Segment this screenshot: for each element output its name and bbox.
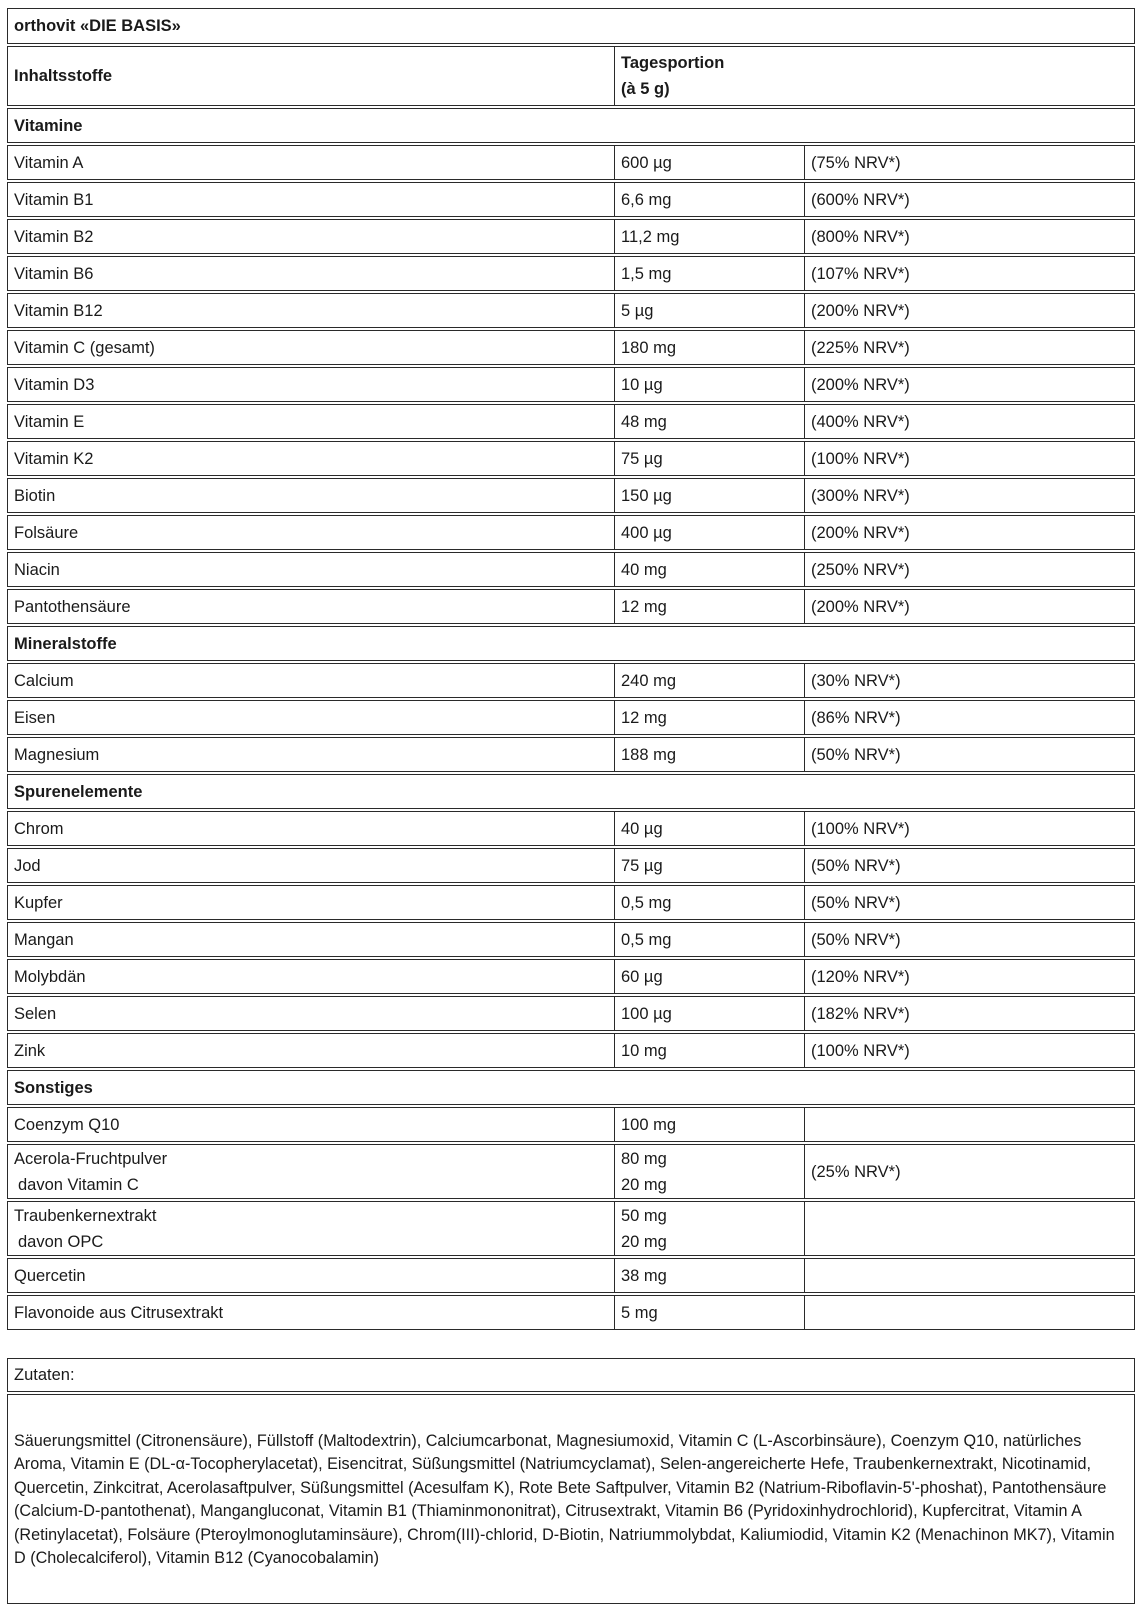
- table-row: [7, 663, 1135, 698]
- ingredient-name: Mangan: [14, 930, 74, 949]
- ingredient-amount: 40 mg: [621, 560, 667, 579]
- table-row: [7, 478, 1135, 513]
- zutaten-text-row: [7, 1394, 1135, 1604]
- ingredient-name: Vitamin B12: [14, 301, 103, 320]
- ingredient-name: Coenzym Q10: [14, 1115, 120, 1134]
- ingredient-amount: 12 mg: [621, 708, 667, 727]
- amount-cell: [614, 1201, 804, 1256]
- ingredient-name-cell: [7, 737, 614, 772]
- ingredient-name: Jod: [14, 856, 41, 875]
- amount-cell: [614, 552, 804, 587]
- ingredient-name: Calcium: [14, 671, 74, 690]
- nrv-cell: (182% NRV*): [804, 996, 1135, 1031]
- ingredient-name: Vitamin B1: [14, 190, 94, 209]
- ingredient-subname: davon Vitamin C: [18, 1175, 139, 1194]
- ingredient-name: Molybdän: [14, 967, 86, 986]
- ingredient-name-cell: [7, 1201, 614, 1256]
- nrv-cell: (250% NRV*): [804, 552, 1135, 587]
- ingredient-name: Eisen: [14, 708, 56, 727]
- ingredient-name-cell: [7, 367, 614, 402]
- section-heading: Sonstiges: [7, 1070, 1135, 1105]
- table-row: [7, 293, 1135, 328]
- nrv-cell: (225% NRV*): [804, 330, 1135, 365]
- table-row: [7, 885, 1135, 920]
- ingredient-name: Vitamin K2: [14, 449, 94, 468]
- zutaten-label: Zutaten:: [7, 1358, 1135, 1392]
- amount-cell: [614, 330, 804, 365]
- amount-cell: [614, 996, 804, 1031]
- amount-cell: [614, 1258, 804, 1293]
- ingredient-name-cell: [7, 441, 614, 476]
- table-row: [7, 589, 1135, 624]
- table-row: [7, 848, 1135, 883]
- table-row: [7, 552, 1135, 587]
- nrv-cell: (50% NRV*): [804, 885, 1135, 920]
- ingredient-name: Chrom: [14, 819, 64, 838]
- nutrition-table: [7, 6, 1135, 1332]
- zutaten-text: Säuerungsmittel (Citronensäure), Füllstoff (Maltodextrin), Calciumcarbonat, Magnesiumoxid, Vitamin C (L-Ascorbinsäure), Coenzym Q10, natürliches Aroma, Vitamin E (DL-α-Tocopherylacetat), Eisencitrat, Süßungsmittel (Natriumcyclamat), Selen-angereicherte Hefe, Traubenkernextrakt, Nicotinamid, Quercetin, Zinkcitrat, Acerolasaftpulver, Süßungsmittel (Acesulfam K), Rote Bete Saftpulver, Vitamin B2 (Natrium-Riboflavin-5'-phoshat), Pantothensäure (Calcium-D-pantothenat), Mangangluconat, Vitamin B1 (Thiaminmononitrat), Citrusextrakt, Vitamin B6 (Pyridoxinhydrochlorid), Kupfercitrat, Vitamin A (Retinylacetat), Folsäure (Pteroylmonoglutaminsäure), Chrom(III)-chlorid, D-Biotin, Natriummolybdat, Kaliumiodid, Vitamin K2 (Menachinon MK7), Vitamin D (Cholecalciferol), Vitamin B12 (Cyanocobalamin): [7, 1394, 1135, 1604]
- section-heading: Spurenelemente: [7, 774, 1135, 809]
- ingredient-name-cell: [7, 1033, 614, 1068]
- nrv-cell: (100% NRV*): [804, 811, 1135, 846]
- ingredient-name-cell: [7, 404, 614, 439]
- table-row: [7, 145, 1135, 180]
- ingredient-name-cell: [7, 256, 614, 291]
- ingredient-name-cell: [7, 996, 614, 1031]
- table-row: [7, 404, 1135, 439]
- ingredient-name: Zink: [14, 1041, 46, 1060]
- nrv-cell: (800% NRV*): [804, 219, 1135, 254]
- ingredient-name-cell: [7, 700, 614, 735]
- ingredient-amount: 100 µg: [621, 1004, 672, 1023]
- ingredient-amount: 600 µg: [621, 153, 672, 172]
- ingredient-amount: 12 mg: [621, 597, 667, 616]
- amount-cell: [614, 959, 804, 994]
- section-row: [7, 108, 1135, 143]
- ingredient-name-cell: [7, 848, 614, 883]
- table-row: [7, 737, 1135, 772]
- amount-cell: [614, 441, 804, 476]
- table-row: [7, 1258, 1135, 1293]
- amount-cell: [614, 1295, 804, 1330]
- header-ingredients: Inhaltsstoffe: [7, 46, 614, 106]
- ingredient-name-cell: [7, 182, 614, 217]
- ingredient-name: Quercetin: [14, 1266, 86, 1285]
- ingredient-amount: 100 mg: [621, 1115, 677, 1134]
- table-row: [7, 367, 1135, 402]
- ingredient-name: Vitamin A: [14, 153, 84, 172]
- ingredient-name-cell: [7, 885, 614, 920]
- ingredient-name-cell: [7, 552, 614, 587]
- amount-cell: [614, 922, 804, 957]
- nrv-cell: [804, 1107, 1135, 1142]
- ingredient-amount: 0,5 mg: [621, 930, 672, 949]
- amount-cell: [614, 848, 804, 883]
- ingredient-name-cell: [7, 589, 614, 624]
- ingredient-name: Vitamin B2: [14, 227, 94, 246]
- header-portion: [614, 46, 1135, 106]
- nrv-cell: (50% NRV*): [804, 848, 1135, 883]
- table-row: [7, 330, 1135, 365]
- ingredient-amount: 5 µg: [621, 301, 654, 320]
- ingredient-amount: 50 mg: [621, 1206, 667, 1225]
- header-portion-line1: Tagesportion: [621, 54, 725, 72]
- amount-cell: [614, 700, 804, 735]
- amount-cell: [614, 885, 804, 920]
- ingredient-name: Traubenkernextrakt: [14, 1206, 157, 1225]
- nrv-cell: (25% NRV*): [804, 1144, 1135, 1199]
- amount-cell: [614, 811, 804, 846]
- amount-cell: [614, 663, 804, 698]
- ingredient-name-cell: [7, 145, 614, 180]
- amount-cell: [614, 515, 804, 550]
- ingredient-amount: 10 mg: [621, 1041, 667, 1060]
- table-row: [7, 922, 1135, 957]
- product-title: orthovit «DIE BASIS»: [7, 8, 1135, 44]
- nrv-cell: (100% NRV*): [804, 441, 1135, 476]
- ingredient-name-cell: [7, 1144, 614, 1199]
- ingredient-amount: 240 mg: [621, 671, 677, 690]
- amount-cell: [614, 1144, 804, 1199]
- ingredient-subamount: 20 mg: [621, 1232, 667, 1251]
- ingredient-amount: 38 mg: [621, 1266, 667, 1285]
- ingredient-name-cell: [7, 1258, 614, 1293]
- ingredient-name: Magnesium: [14, 745, 100, 764]
- ingredient-name-cell: [7, 293, 614, 328]
- ingredient-amount: 180 mg: [621, 338, 677, 357]
- title-row: [7, 8, 1135, 44]
- nrv-cell: (75% NRV*): [804, 145, 1135, 180]
- nrv-cell: (400% NRV*): [804, 404, 1135, 439]
- ingredient-subname: davon OPC: [18, 1232, 104, 1251]
- table-row: [7, 1033, 1135, 1068]
- ingredient-name-cell: [7, 515, 614, 550]
- ingredient-amount: 40 µg: [621, 819, 663, 838]
- nrv-cell: [804, 1201, 1135, 1256]
- table-row: [7, 441, 1135, 476]
- table-row: [7, 811, 1135, 846]
- amount-cell: [614, 182, 804, 217]
- section-row: [7, 626, 1135, 661]
- section-heading: Mineralstoffe: [7, 626, 1135, 661]
- nrv-cell: (50% NRV*): [804, 922, 1135, 957]
- nrv-cell: (200% NRV*): [804, 589, 1135, 624]
- nrv-cell: (200% NRV*): [804, 515, 1135, 550]
- ingredient-name: Acerola-Fruchtpulver: [14, 1149, 168, 1168]
- amount-cell: [614, 1107, 804, 1142]
- table-row: [7, 700, 1135, 735]
- ingredient-name-cell: [7, 922, 614, 957]
- amount-cell: [614, 367, 804, 402]
- table-row: [7, 256, 1135, 291]
- ingredient-amount: 6,6 mg: [621, 190, 672, 209]
- ingredient-name: Kupfer: [14, 893, 63, 912]
- nrv-cell: (30% NRV*): [804, 663, 1135, 698]
- ingredient-amount: 11,2 mg: [621, 227, 680, 246]
- ingredient-amount: 5 mg: [621, 1303, 658, 1322]
- ingredient-amount: 0,5 mg: [621, 893, 672, 912]
- ingredient-amount: 75 µg: [621, 449, 663, 468]
- ingredient-name-cell: [7, 219, 614, 254]
- ingredient-amount: 60 µg: [621, 967, 663, 986]
- header-row: [7, 46, 1135, 106]
- table-row: [7, 182, 1135, 217]
- nrv-cell: (200% NRV*): [804, 367, 1135, 402]
- nrv-cell: (600% NRV*): [804, 182, 1135, 217]
- amount-cell: [614, 256, 804, 291]
- ingredient-name-cell: [7, 663, 614, 698]
- table-row: [7, 219, 1135, 254]
- ingredient-name: Folsäure: [14, 523, 79, 542]
- amount-cell: [614, 1033, 804, 1068]
- nrv-cell: (120% NRV*): [804, 959, 1135, 994]
- table-row: [7, 1201, 1135, 1256]
- amount-cell: [614, 737, 804, 772]
- ingredient-amount: 10 µg: [621, 375, 663, 394]
- nrv-cell: (100% NRV*): [804, 1033, 1135, 1068]
- ingredient-name-cell: [7, 811, 614, 846]
- ingredient-name: Vitamin D3: [14, 375, 95, 394]
- table-row: [7, 996, 1135, 1031]
- ingredient-name: Niacin: [14, 560, 60, 579]
- table-row: [7, 1144, 1135, 1199]
- table-row: [7, 515, 1135, 550]
- ingredient-name: Vitamin C (gesamt): [14, 338, 155, 357]
- ingredient-name-cell: [7, 1107, 614, 1142]
- ingredients-table: [7, 1356, 1135, 1604]
- ingredient-amount: 400 µg: [621, 523, 672, 542]
- nrv-cell: (50% NRV*): [804, 737, 1135, 772]
- ingredient-subamount: 20 mg: [621, 1175, 667, 1194]
- ingredient-amount: 80 mg: [621, 1149, 667, 1168]
- nrv-cell: (86% NRV*): [804, 700, 1135, 735]
- amount-cell: [614, 293, 804, 328]
- ingredient-name-cell: [7, 1295, 614, 1330]
- ingredient-name: Pantothensäure: [14, 597, 131, 616]
- ingredient-name: Vitamin E: [14, 412, 85, 431]
- nrv-cell: (300% NRV*): [804, 478, 1135, 513]
- amount-cell: [614, 478, 804, 513]
- nrv-cell: (107% NRV*): [804, 256, 1135, 291]
- nrv-cell: [804, 1258, 1135, 1293]
- section-row: [7, 1070, 1135, 1105]
- table-row: [7, 959, 1135, 994]
- amount-cell: [614, 404, 804, 439]
- table-row: [7, 1107, 1135, 1142]
- ingredient-amount: 75 µg: [621, 856, 663, 875]
- amount-cell: [614, 219, 804, 254]
- ingredient-name: Vitamin B6: [14, 264, 94, 283]
- ingredient-name: Biotin: [14, 486, 56, 505]
- ingredient-amount: 48 mg: [621, 412, 667, 431]
- nrv-cell: [804, 1295, 1135, 1330]
- ingredient-amount: 150 µg: [621, 486, 672, 505]
- section-row: [7, 774, 1135, 809]
- ingredient-name-cell: [7, 330, 614, 365]
- ingredient-amount: 188 mg: [621, 745, 677, 764]
- ingredient-name-cell: [7, 478, 614, 513]
- nrv-cell: (200% NRV*): [804, 293, 1135, 328]
- table-row: [7, 1295, 1135, 1330]
- header-portion-line2: (à 5 g): [621, 80, 670, 98]
- ingredient-name: Flavonoide aus Citrusextrakt: [14, 1303, 224, 1322]
- ingredient-name-cell: [7, 959, 614, 994]
- ingredient-name: Selen: [14, 1004, 57, 1023]
- ingredient-amount: 1,5 mg: [621, 264, 672, 283]
- amount-cell: [614, 145, 804, 180]
- section-heading: Vitamine: [7, 108, 1135, 143]
- zutaten-label-row: [7, 1358, 1135, 1392]
- amount-cell: [614, 589, 804, 624]
